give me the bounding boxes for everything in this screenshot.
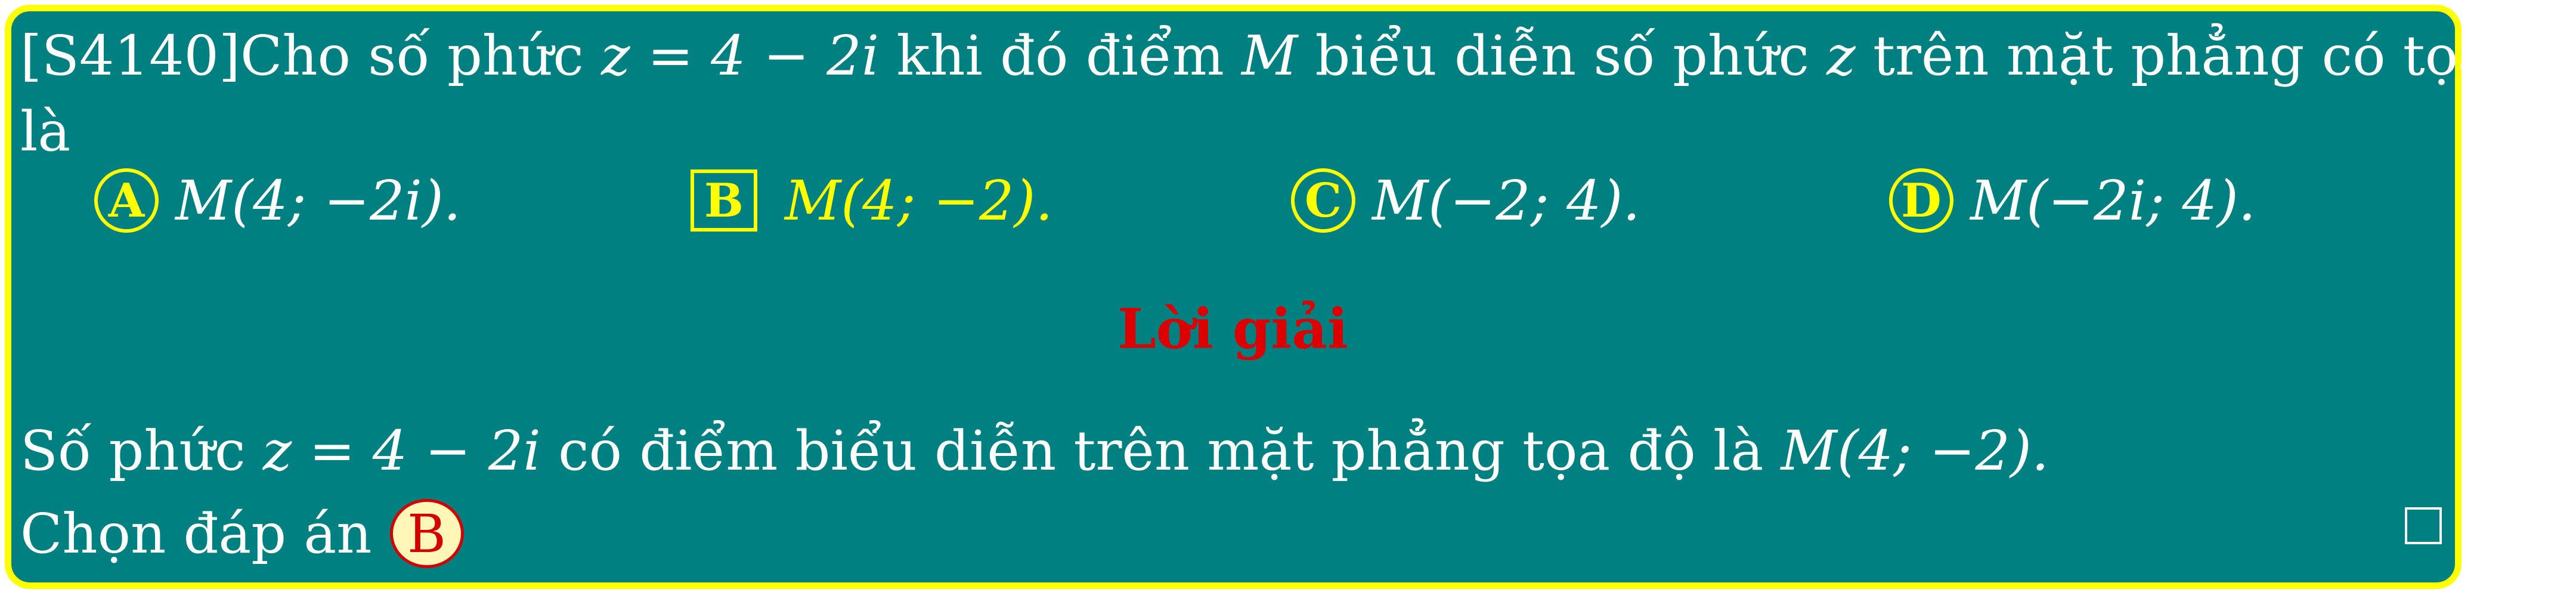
choice-d-label: D	[1889, 168, 1953, 233]
choice-d-text: M(−2i; 4).	[1970, 168, 2256, 233]
problem-stem-line-2: là	[20, 100, 71, 164]
choice-c-text: M(−2; 4).	[1372, 168, 1640, 233]
answer-badge: B	[390, 499, 464, 568]
choice-a[interactable]	[94, 164, 461, 238]
solution-title: Lời giải	[1117, 297, 1348, 361]
answer-line	[20, 498, 464, 569]
choice-b-label: B	[691, 169, 757, 232]
problem-stem-line-1	[20, 24, 2576, 88]
stem-math-z: z = 4 − 2i	[601, 24, 880, 88]
solution-result: M(4; −2).	[1781, 419, 2049, 483]
stem-variable-z: z	[1826, 24, 1856, 88]
choice-b-text: M(4; −2).	[785, 168, 1053, 233]
solution-text-middle: có điểm biểu diễn trên mặt phẳng tọa độ là	[540, 419, 1781, 483]
stem-text-middle: khi đó điểm	[879, 24, 1242, 88]
choice-a-label: A	[94, 168, 159, 233]
solution-math-z: z = 4 − 2i	[262, 419, 541, 483]
choice-b-correct[interactable]	[691, 164, 1053, 238]
stem-text-after-point: biểu diễn số phức	[1298, 24, 1827, 88]
qed-box-icon	[2405, 507, 2442, 544]
solution-explanation	[20, 419, 2049, 483]
choice-d[interactable]	[1889, 164, 2256, 238]
stem-point-m: M	[1241, 24, 1298, 88]
choice-c-label: C	[1291, 168, 1355, 233]
stem-text-before-z: Cho số phức	[240, 24, 602, 88]
choice-c[interactable]	[1291, 164, 1640, 238]
stem-text-end: trên mặt phẳng có tọa độ	[1855, 24, 2576, 88]
answer-prefix: Chọn đáp án	[20, 501, 372, 566]
choice-a-text: M(4; −2i).	[175, 168, 462, 233]
problem-id: [S4140]	[20, 24, 240, 88]
solution-text-before: Số phức	[20, 419, 263, 483]
